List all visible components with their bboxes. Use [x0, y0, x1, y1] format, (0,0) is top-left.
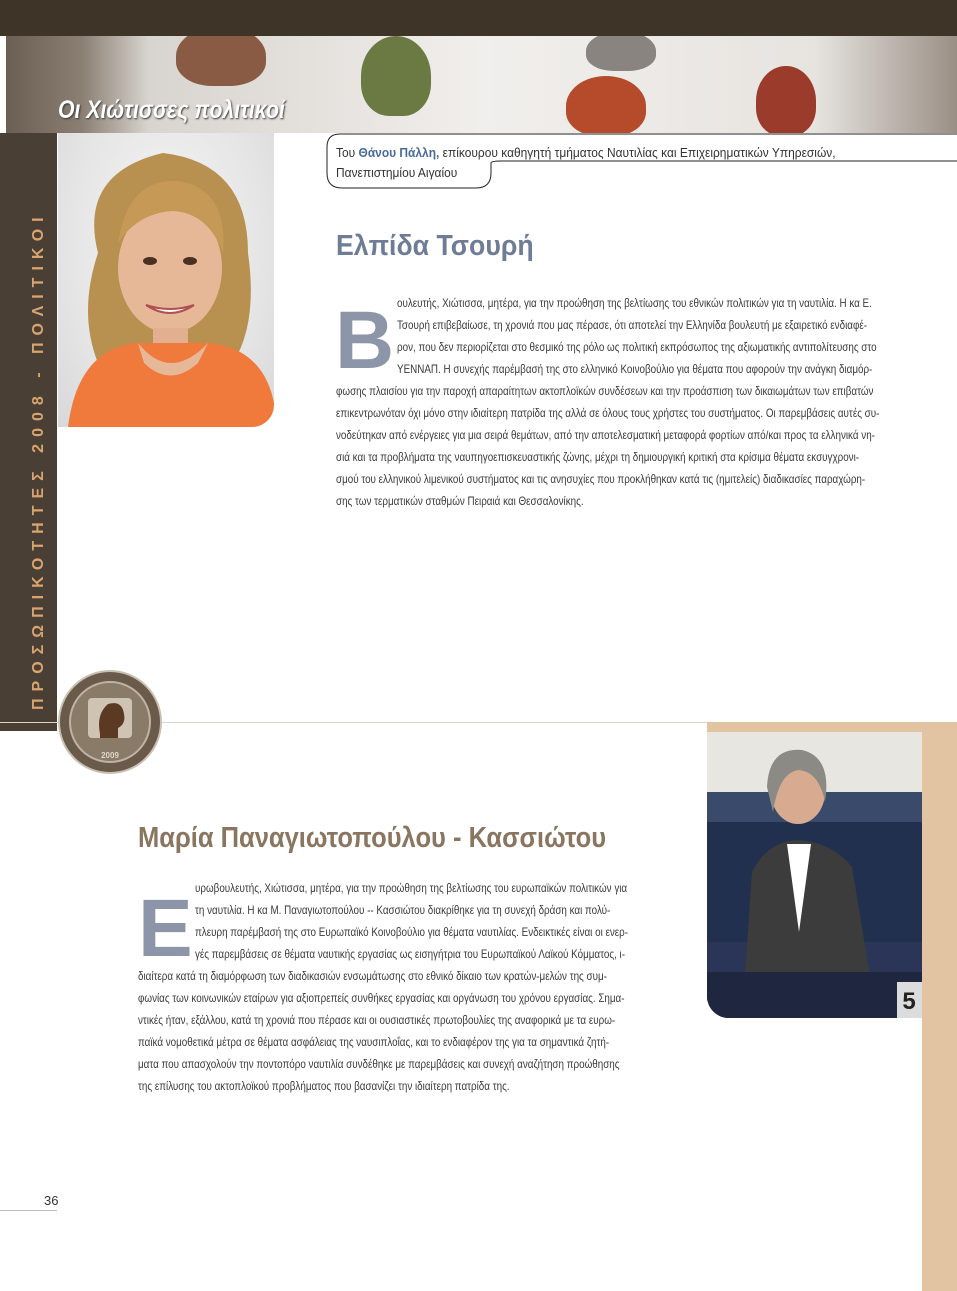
- article2-line: της επίλυσης του ακτοπλοϊκού προβλήματος που βασανίζει την ιδιαίτερη πατρίδα της.: [138, 1079, 510, 1093]
- article2-line: φωνίας των κοινωνικών εταίρων για αξιοπρεπείς συνθήκες εργασίας και οργάνωση του χρόνου εργασίας. Σημα-: [138, 991, 625, 1005]
- article2-line: ματα που απασχολούν την ποντοπόρο ναυτιλία συνδέθηκε με παρεμβάσεις και συνεχή αναζήτηση προώθησης: [138, 1057, 620, 1071]
- article2-line: διαίτερα κατά τη διαμόρφωση των διαδικασιών ενσωμάτωσης στο εθνικό δίκαιο των κρατών-μελών της συμ-: [138, 969, 607, 983]
- byline-line2: Πανεπιστημίου Αιγαίου: [336, 165, 458, 180]
- article1-line: ρον, που δεν περιορίζεται στο θεσμικό της ρόλο ως πολιτική εκπρόσωπος της αξιωματικής αντιπολίτευσης στο: [397, 340, 877, 354]
- photo-maria-panagiotopoulou: [707, 732, 922, 1018]
- article1-line: ΥΕΝΝΑΠ. Η συνεχής παρέμβασή της στο ελληνικό Κοινοβούλιο για θέματα που αφορούν την ανάγκη διαμόρ-: [397, 362, 873, 376]
- article1-line: νοδεύτηκαν από ενέργειες για μια σειρά θεμάτων, από την αποτελεσματική μεταφορά φορτίων από/και προς τα ελληνικά νη-: [336, 428, 875, 442]
- head-silhouette-orange: [566, 76, 646, 133]
- article1-line: επικεντρωνόταν όχι μόνο στην ιδιαίτερη πατρίδα της αλλά σε όλους τους χρήστες του συστήματος. Οι παρεμβάσεις αυτές συ-: [336, 406, 880, 420]
- vertical-section-label: ΠΡΟΣΩΠΙΚΟΤΗΤΕΣ 2008 - ΠΟΛΙΤΙΚΟΙ: [30, 210, 47, 710]
- page-title: Οι Χιώτισσες πολιτικοί: [58, 96, 285, 124]
- article2-line: γές παρεμβάσεις σε θέματα ναυτικής εργασίας ως εισηγήτρια του Ευρωπαϊκού Λαϊκού Κόμματος, ι-: [195, 947, 626, 961]
- badge-year: 2009: [101, 751, 119, 760]
- article1-line: σης των τερματικών σταθμών Πειραιά και Θεσσαλονίκης.: [336, 494, 584, 508]
- article2-line: υρωβουλευτής, Χιώτισσα, μητέρα, για την προώθηση της βελτίωσης του ευρωπαϊκών πολιτικών για: [195, 881, 628, 895]
- logo-badge: [58, 670, 162, 774]
- article1-body-indented: [397, 292, 877, 380]
- article1-line: φωσης πλαισίου για την παροχή απαραίτητων ακτοπλοϊκών συνδέσεων και την προάσπιση των δικαιωμάτων των επιβατών: [336, 384, 874, 398]
- portrait-illustration: [58, 133, 274, 427]
- left-sidebar: [0, 133, 57, 731]
- article1-line: ουλευτής, Χιώτισσα, μητέρα, για την προώθηση της βελτίωσης του εθνικών πολιτικών για τη ναυτιλία. Η κα Ε.: [397, 296, 872, 310]
- head-silhouette-gray: [586, 36, 656, 71]
- article2-body: [138, 965, 625, 1097]
- photo-elpida-tsouri: [58, 133, 274, 427]
- byline-rest: επίκουρου καθηγητή τμήματος Ναυτιλίας και Επιχειρηματικών Υπηρεσιών,: [439, 145, 836, 160]
- article1-line: σιά και τα προβλήματα της ναυπηγοεπισκευαστικής ζώνης, μέχρι τη δημιουργική κριτική στα κρίσιμα θέματα εκσυγχρονι-: [336, 450, 860, 464]
- right-sidebar: [922, 722, 957, 1291]
- article1-line: σμού του ελληνικού λιμενικού συστήματος και τις ανησυχίες που προκλήθηκαν κατά τις (ημιτελείς) διαδικασίες παραχώρη-: [336, 472, 866, 486]
- page-number: 36: [44, 1193, 59, 1208]
- top-bar: [0, 0, 957, 36]
- article2-dropcap: Ε: [138, 883, 193, 974]
- article2-name: Μαρία Παναγιωτοπούλου - Κασσιώτου: [138, 822, 607, 854]
- head-silhouette-green: [361, 36, 431, 116]
- badge-emblem-icon: [60, 672, 160, 772]
- article2-body-indented: [195, 877, 628, 965]
- article2-line: πλευρη παρέμβασή της στο Ευρωπαϊκό Κοινοβούλιο για θέματα ναυτιλίας. Ενδεικτικές είναι οι ενερ-: [195, 925, 629, 939]
- head-silhouette-brown: [176, 36, 266, 86]
- head-silhouette-red: [756, 66, 816, 133]
- byline: [336, 143, 888, 183]
- byline-prefix: Του: [336, 145, 359, 160]
- article1-dropcap: Β: [335, 295, 395, 386]
- page-number-rule: [0, 1210, 57, 1211]
- article2-line: παϊκά νομοθετικά μέτρα σε θέματα ασφάλειας της ναυσιπλοΐας, και το ενδιαφέρον της για τα σημαντικά ζητή-: [138, 1035, 610, 1049]
- article2-line: τη ναυτιλία. Η κα Μ. Παναγιωτοπούλου -- Κασσιώτου διακρίθηκε για τη συνεχή δράση και πολύ-: [195, 903, 611, 917]
- byline-author: Θάνου Πάλλη,: [358, 145, 440, 160]
- top-tan-strip: [707, 722, 957, 732]
- article1-line: Τσουρή επιβεβαίωσε, τη χρονιά που μας πέρασε, ότι αποτελεί την Ελληνίδα βουλευτή με εξαιρετικό ενδιαφέ-: [397, 318, 868, 332]
- article1-name: Ελπίδα Τσουρή: [336, 230, 534, 262]
- article2-line: ντικές ήταν, εξάλλου, κατά τη χρονιά που πέρασε και οι ουσιαστικές πρωτοβουλίες της αναφορικά με τα ευρω-: [138, 1013, 616, 1027]
- portrait-illustration-2: [707, 732, 922, 1018]
- article1-body: [336, 380, 879, 512]
- seat-number: 5: [902, 988, 916, 1015]
